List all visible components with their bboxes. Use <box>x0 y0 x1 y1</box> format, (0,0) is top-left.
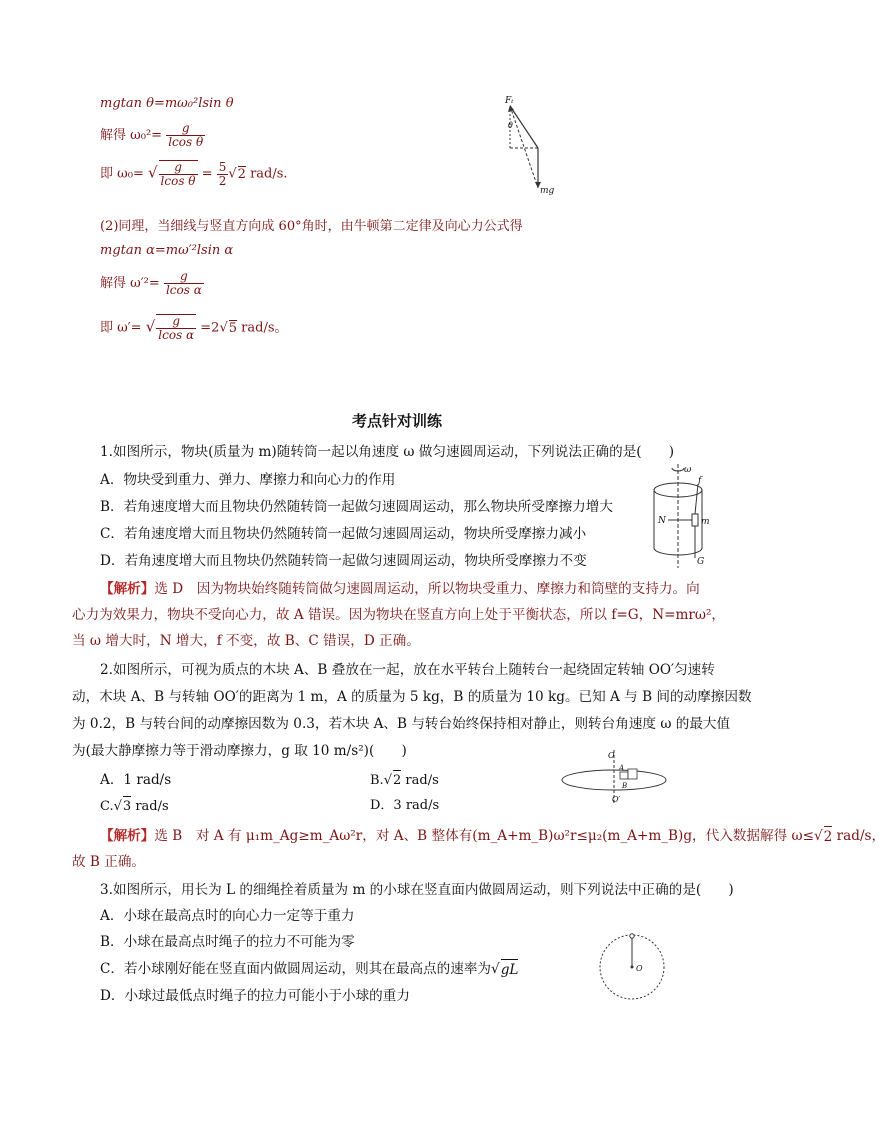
eq6-mid: =2 <box>200 320 220 336</box>
eq2-prefix: 解得 ω₀²= <box>100 128 163 143</box>
solution-eq5 <box>100 270 204 297</box>
eq3-mid: = <box>201 166 213 182</box>
radical-icon: √ <box>113 799 122 814</box>
radical-icon: √ <box>383 773 392 788</box>
eq5-prefix: 解得 ω′²= <box>100 276 160 291</box>
eq6-prefix: 即 ω′= <box>100 320 142 336</box>
solution-part2-text: (2)同理，当细线与竖直方向成 60°角时，由牛顿第二定律及向心力公式得 <box>100 219 523 234</box>
eq3-coef-den: 2 <box>218 173 227 188</box>
q1-analysis-line1 <box>100 579 700 599</box>
theta-label: θ <box>508 121 513 130</box>
q2-o-label: O <box>608 751 615 760</box>
q2-analysis-sqrt: 2 <box>824 826 833 847</box>
ft-label: Fₜ <box>505 96 514 106</box>
q2-analysis-line2: 故 B 正确。 <box>72 854 146 870</box>
q2-a-label: A <box>619 764 625 772</box>
q2-line2: 动，木块 A、B 与转轴 OO′的距离为 1 m，A 的质量为 5 kg，B 的质量为 10 kg。已知 A 与 B 间的动摩擦因数 <box>72 689 752 705</box>
q3-option-c <box>100 959 518 980</box>
q1-analysis-tag: 【解析】 <box>100 581 155 597</box>
q1-option-a: A．物块受到重力、弹力、摩擦力和向心力的作用 <box>100 472 396 488</box>
block-b <box>628 769 637 779</box>
eq3-coef <box>217 161 229 188</box>
q2-line4: 为(最大静摩擦力等于滑动摩擦力，g 取 10 m/s²)( ) <box>72 743 407 759</box>
force-diagram <box>492 92 562 202</box>
string-line <box>510 106 538 188</box>
q2-option-d: D．3 rad/s <box>370 798 440 813</box>
q2-c-prefix: C. <box>100 799 114 814</box>
solution-eq1: mgtan θ=mω₀²lsin θ <box>100 96 234 111</box>
q2-o2-label: O′ <box>612 795 621 804</box>
q3-c-sqrt: gL <box>501 959 519 980</box>
q1-cylinder-figure <box>640 462 720 572</box>
q1-g-label: G <box>697 557 705 567</box>
solution-eq3 <box>100 160 288 188</box>
eq6-sqrt: 5 <box>228 321 238 336</box>
q2-analysis-unit: rad/s， <box>836 828 885 844</box>
q1-m-label: m <box>701 517 710 527</box>
tension-arrow <box>510 106 538 148</box>
radical-icon: √ <box>813 828 823 844</box>
radical-icon: √ <box>145 317 156 336</box>
eq2-num: g <box>181 121 190 135</box>
eq6-unit: rad/s。 <box>241 320 288 336</box>
eq3-num: g <box>174 160 182 174</box>
q2-option-c <box>100 796 169 817</box>
q3-o-label: O <box>636 964 643 973</box>
q1-n-label: N <box>658 516 666 526</box>
solution-eq2 <box>100 122 205 149</box>
radical-icon: √ <box>147 163 158 182</box>
block-m <box>692 514 698 526</box>
solution-eq6 <box>100 314 288 342</box>
eq2-den: lcos θ <box>168 135 204 149</box>
q1-analysis-text1: 选 D 因为物块始终随转筒做匀速圆周运动，所以物块受重力、摩擦力和筒壁的支持力。向 <box>154 581 700 597</box>
solution-eq4: mgtan α=mω′²lsin α <box>100 243 234 258</box>
ball-icon <box>630 934 634 938</box>
radical-icon: √ <box>491 961 500 977</box>
eq5-den: lcos α <box>165 283 202 297</box>
eq3-prefix: 即 ω₀= <box>100 166 144 182</box>
q2-b-sqrt: 2 <box>393 770 401 791</box>
q2-c-sqrt: 3 <box>123 796 131 817</box>
section-title: 考点针对训练 <box>351 412 442 430</box>
q1-analysis-line3: 当 ω 增大时，N 增大，f 不变，故 B、C 错误，D 正确。 <box>72 633 420 649</box>
eq5-num: g <box>180 269 188 283</box>
q2-option-b <box>370 770 439 791</box>
q3-circle-figure <box>596 930 668 1002</box>
q2-b-prefix: B. <box>370 773 384 788</box>
eq3-unit: rad/s. <box>250 166 288 182</box>
q3-option-a: A．小球在最高点时的向心力一定等于重力 <box>100 908 355 924</box>
q1-analysis-line2: 心力为效果力，物块不受向心力，故 A 错误。因为物块在竖直方向上处于平衡状态，所以 f=G，N=mrω²， <box>72 607 726 623</box>
eq6-den: lcos α <box>158 328 195 342</box>
q2-c-unit: rad/s <box>135 799 169 814</box>
q3-option-b: B．小球在最高点时绳子的拉力不可能为零 <box>100 934 355 950</box>
eq3-sqrt: 2 <box>237 167 246 182</box>
eq3-den: lcos θ <box>160 174 196 188</box>
q1-f-label: f <box>698 476 702 486</box>
q2-b-unit: rad/s <box>405 773 439 788</box>
eq6-fraction <box>156 315 196 342</box>
radical-icon: √ <box>219 320 228 336</box>
block-a <box>620 772 628 779</box>
q1-stem: 1.如图所示，物块(质量为 m)随转筒一起以角速度 ω 做匀速圆周运动，下列说法正确的是( ) <box>100 444 675 460</box>
center-point <box>631 966 634 969</box>
q3-option-d: D．小球过最低点时绳子的拉力可能小于小球的重力 <box>100 988 410 1004</box>
q1-option-b: B．若角速度增大而且物块仍然随转筒一起做匀速圆周运动，那么物块所受摩擦力增大 <box>100 499 613 515</box>
q1-option-d: D．若角速度增大而且物块仍然随转筒一起做匀速圆周运动，物块所受摩擦力不变 <box>100 553 587 569</box>
q2-analysis-line1 <box>100 826 885 847</box>
q2-turntable-figure <box>556 748 666 808</box>
q3-c-prefix: C．若小球刚好能在竖直面内做圆周运动，则其在最高点的速率为 <box>100 961 492 977</box>
q2-analysis-tag: 【解析】 <box>100 828 155 844</box>
eq3-fraction <box>159 161 198 188</box>
radical-icon: √ <box>228 166 237 182</box>
q2-line1: 2.如图所示，可视为质点的木块 A、B 叠放在一起，放在水平转台上随转台一起绕固定转轴 OO′匀速转 <box>100 662 715 678</box>
q2-line3: 为 0.2，B 与转台间的动摩擦因数为 0.3，若木块 A、B 与转台始终保持相对静止，则转台角速度 ω 的最大值 <box>72 716 731 732</box>
eq3-coef-num: 5 <box>218 159 227 174</box>
q2-b-label: B <box>622 782 628 790</box>
mg-label: mg <box>540 186 555 196</box>
q2-analysis-text1: 选 B 对 A 有 μ₁m_Ag≥m_Aω²r，对 A、B 整体有(m_A+m_B)ω²r≤μ₂(m_A+m_B)g，代入数据解得 ω≤ <box>154 828 814 844</box>
f-arrow <box>695 484 698 514</box>
q2-option-a: A．1 rad/s <box>100 772 172 788</box>
q1-option-c: C．若角速度增大而且物块仍然随转筒一起做匀速圆周运动，物块所受摩擦力减小 <box>100 526 587 542</box>
eq2-fraction <box>166 122 205 149</box>
rotation-arrow-icon <box>672 468 684 471</box>
eq5-fraction <box>164 270 204 297</box>
eq6-num: g <box>172 314 181 328</box>
q1-omega-label: ω <box>684 465 692 475</box>
q3-stem: 3.如图所示，用长为 L 的细绳拴着质量为 m 的小球在竖直面内做圆周运动，则下列说法中正确的是( ) <box>100 882 734 898</box>
